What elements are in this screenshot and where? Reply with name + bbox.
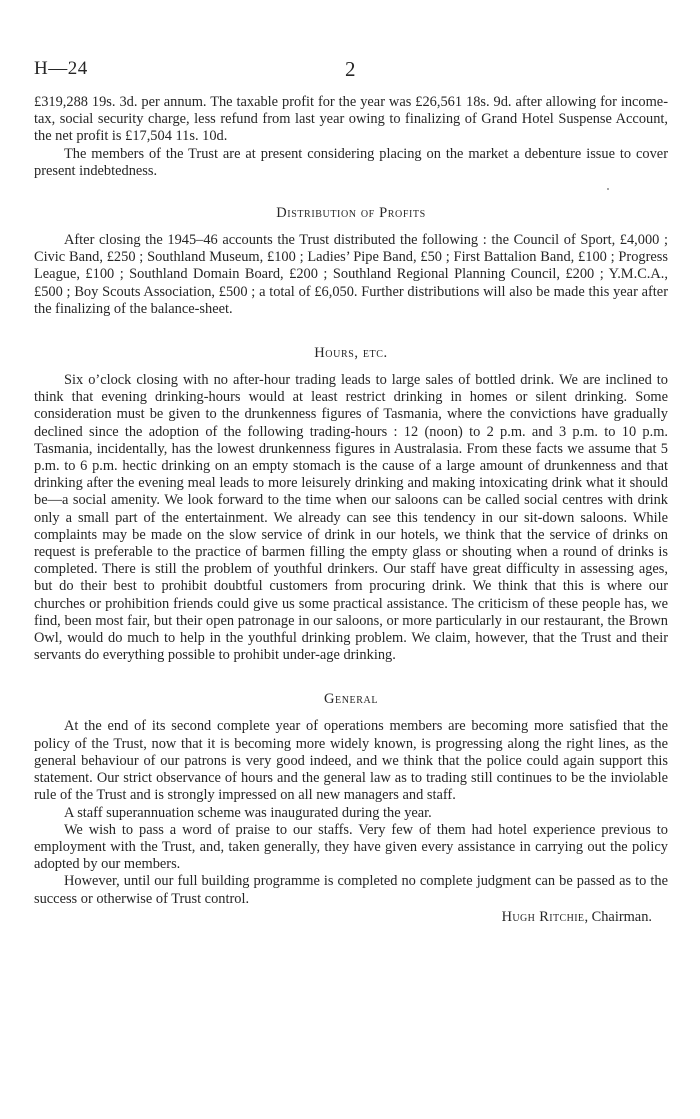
- section-heading-general: General: [323, 691, 379, 708]
- intro-paragraph: The members of the Trust are at present considering placing on the market a debenture issue to cover present indebtedness.: [34, 145, 668, 179]
- general-paragraph: A staff superannuation scheme was inaugurated during the year.: [64, 804, 432, 821]
- general-paragraph: However, until our full building programme is completed no complete judgment can be passed as to the success or otherwise of Trust control.: [34, 873, 668, 907]
- section-heading-distribution: Distribution of Profits: [276, 205, 426, 222]
- signatory-title: Chairman.: [591, 908, 652, 925]
- intro-paragraph: £319,288 19s. 3d. per annum. The taxable profit for the year was £26,561 18s. 9d. after allowing for income-tax, social security charge, less refund from last year owing to finalizing of Grand Hotel Suspense Account, the net profit is £17,504 11s. 10d.: [34, 94, 668, 145]
- distribution-paragraph: After closing the 1945–46 accounts the Trust distributed the following : the Council of Sport, £4,000 ; Civic Band, £250 ; Southland Museum, £100 ; Ladies’ Pipe Band, £50 ; First Battalion Band, £100 ; Progress League, £100 ; Southland Domain Board, £200 ; Southland Regional Planning Council, £200 ; Y.M.C.A., £500 ; Boy Scouts Association, £500 ; a total of £6,050. Further distributions will also be made this year after the finalizing of the balance-sheet.: [34, 232, 668, 317]
- general-paragraph: We wish to pass a word of praise to our staffs. Very few of them had hotel experience previous to employment with the Trust, and, taken generally, they have given every assistance in carrying out the policy adopted by our members.: [34, 821, 668, 873]
- hours-paragraph: Six o’clock closing with no after-hour trading leads to large sales of bottled drink. We are inclined to think that evening drinking-hours would at least restrict drinking in homes or silent drinking. Some consideration must be given to the drunkenness figures of Tasmania, where the convictions have gradually declined since the adoption of the following trading-hours : 12 (noon) to 2 p.m. and 3 p.m. to 10 p.m. Tasmania, incidentally, has the lowest drunkenness figures in Australasia. From these facts we assume that 5 p.m. to 6 p.m. hectic drinking on an empty stomach is the cause of a large amount of drunkenness and that drinking after the evening meal leads to more leisurely drinking and making intoxicating drink what it should be—a social amenity. We look forward to the time when our saloons can be called social centres with drink only a small part of the entertainment. We already can see this tendency in our sit-down saloons. While complaints may be made on the slow service of drink in our hotels, we think that the service of drinks on request is preferable to the practice of barmen filling the empty glass or shouting when a round of drinks is completed. There is still the problem of youthful drinkers. Our staff have great difficulty in assessing ages, but do their best to prohibit doubtful customers from procuring drink. We think that this is where our churches or prohibition friends could give us some practical assistance. The criticism of these people has, we find, been most fair, but their open patronage in our saloons, or more particularly in our restaurant, the Brown Owl, would do much to help in the youthful drinking problem. We claim, however, that the Trust and their servants do everything possible to prohibit under-age drinking.: [34, 372, 668, 664]
- signatory-name: Hugh Ritchie: [501, 908, 585, 925]
- general-paragraph: At the end of its second complete year of operations members are becoming more satisfied that the policy of the Trust, now that it is becoming more widely known, is progressing along the right lines, as the general behaviour of our patrons is very good indeed, and we think that the police could again support this statement. Our strict observance of hours and the general law as to trading still continues to be the inviolable rule of the Trust and is strongly impressed on all new managers and staff.: [34, 718, 668, 804]
- signature-block: Hugh Ritchie, Chairman.: [501, 908, 652, 925]
- page-number: 2: [345, 57, 356, 81]
- page-reference: H—24: [34, 58, 88, 79]
- section-heading-hours: Hours, etc.: [314, 345, 388, 362]
- document-body: [34, 94, 668, 926]
